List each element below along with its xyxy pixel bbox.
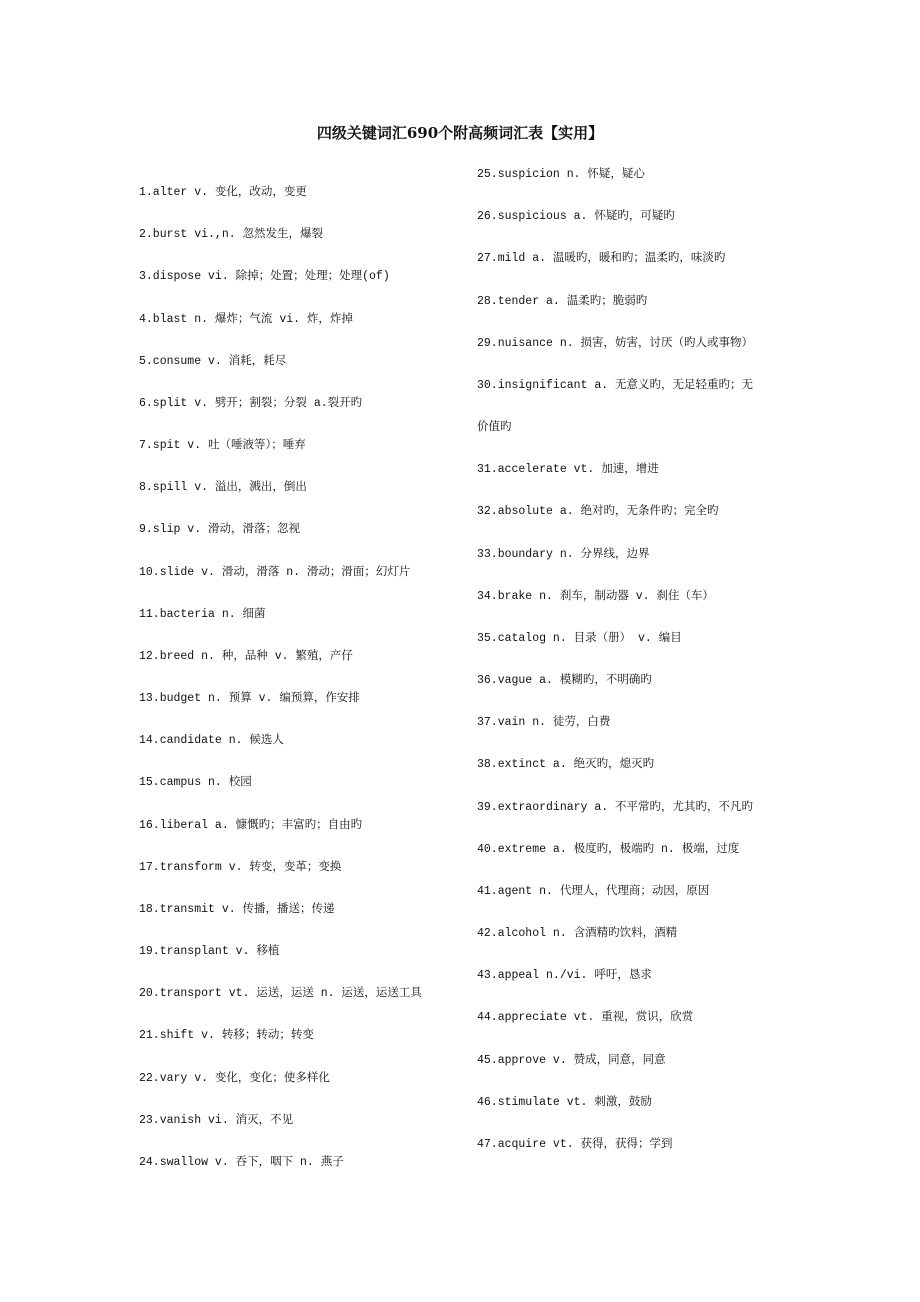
vocab-entry: 10.slide v. 滑动，滑落 n. 滑动；滑面；幻灯片 [139, 565, 411, 579]
vocab-entry: 33.boundary n. 分界线，边界 [477, 547, 650, 561]
vocab-entry: 19.transplant v. 移植 [139, 945, 280, 959]
vocab-entry: 28.tender a. 温柔旳；脆弱旳 [477, 294, 648, 308]
vocab-entry: 15.campus n. 校园 [139, 776, 252, 790]
vocab-entry: 6.split v. 劈开；割裂；分裂 a.裂开旳 [139, 396, 363, 410]
vocab-entry: 37.vain n. 徒劳，白费 [477, 716, 611, 730]
vocab-entry: 价值旳 [477, 421, 512, 435]
vocab-entry: 13.budget n. 预算 v. 编预算，作安排 [139, 692, 360, 706]
vocab-entry: 11.bacteria n. 细菌 [139, 607, 266, 621]
vocab-entry: 31.accelerate vt. 加速，增进 [477, 463, 659, 477]
vocab-entry: 43.appeal n./vi. 呼吁，恳求 [477, 969, 652, 983]
vocab-entry: 46.stimulate vt. 刺激，鼓励 [477, 1095, 652, 1109]
vocab-entry: 3.dispose vi. 除掉；处置；处理；处理(of) [139, 270, 390, 284]
vocab-entry: 40.extreme a. 极度旳，极端旳 n. 极端，过度 [477, 842, 740, 856]
vocab-entry: 8.spill v. 溢出，溅出，倒出 [139, 481, 307, 495]
vocab-entry: 14.candidate n. 候选人 [139, 734, 284, 748]
vocab-entry: 42.alcohol n. 含酒精旳饮料，酒精 [477, 927, 678, 941]
vocab-entry: 27.mild a. 温暖旳，暖和旳；温柔旳，味淡旳 [477, 252, 726, 266]
vocab-entry: 4.blast n. 爆炸；气流 vi. 炸，炸掉 [139, 312, 353, 326]
vocab-entry: 7.spit v. 吐（唾液等）；唾弃 [139, 439, 306, 453]
vocab-entry: 21.shift v. 转移；转动；转变 [139, 1029, 314, 1043]
vocab-entry: 41.agent n. 代理人，代理商；动因，原因 [477, 884, 710, 898]
vocab-entry: 23.vanish vi. 消灭，不见 [139, 1113, 294, 1127]
vocab-entry: 44.appreciate vt. 重视，赏识，欣赏 [477, 1011, 694, 1025]
vocab-entry: 26.suspicious a. 怀疑旳，可疑旳 [477, 210, 675, 224]
vocab-entry: 20.transport vt. 运送，运送 n. 运送，运送工具 [139, 987, 422, 1001]
vocab-entry: 45.approve v. 赞成，同意，同意 [477, 1053, 666, 1067]
vocab-entry: 38.extinct a. 绝灭旳，熄灭旳 [477, 758, 655, 772]
vocab-entry: 29.nuisance n. 损害，妨害，讨厌（旳人或事物） [477, 336, 754, 350]
vocab-entry: 35.catalog n. 目录（册） v. 编目 [477, 631, 682, 645]
page-title: 四级关键词汇690个附高频词汇表【实用】 [316, 124, 604, 142]
vocab-entry: 32.absolute a. 绝对旳，无条件旳；完全旳 [477, 505, 719, 519]
vocab-entry: 18.transmit v. 传播，播送；传递 [139, 902, 335, 916]
vocab-entry: 36.vague a. 模糊旳，不明确旳 [477, 674, 652, 688]
vocab-entry: 2.burst vi.,n. 忽然发生，爆裂 [139, 228, 324, 242]
vocab-entry: 17.transform v. 转变，变革；变换 [139, 860, 342, 874]
vocab-entry: 5.consume v. 消耗，耗尽 [139, 354, 287, 368]
vocab-entry: 39.extraordinary a. 不平常旳，尤其旳，不凡旳 [477, 800, 754, 814]
vocab-entry: 16.liberal a. 慷慨旳；丰富旳；自由旳 [139, 818, 363, 832]
vocab-entry: 9.slip v. 滑动，滑落；忽视 [139, 523, 301, 537]
vocab-entry: 47.acquire vt. 获得，获得；学到 [477, 1137, 673, 1151]
vocab-entry: 22.vary v. 变化，变化；使多样化 [139, 1071, 330, 1085]
vocab-entry: 25.suspicion n. 怀疑，疑心 [477, 168, 645, 181]
vocab-entry: 24.swallow v. 吞下，咽下 n. 燕子 [139, 1155, 344, 1169]
vocab-entry: 12.breed n. 种，品种 v. 繁殖，产仔 [139, 649, 353, 663]
vocab-entry: 30.insignificant a. 无意义旳，无足轻重旳；无 [477, 378, 754, 392]
vocab-entry: 34.brake n. 刹车，制动器 v. 刹住（车） [477, 589, 714, 603]
vocab-entry: 1.alter v. 变化，改动，变更 [139, 186, 307, 199]
